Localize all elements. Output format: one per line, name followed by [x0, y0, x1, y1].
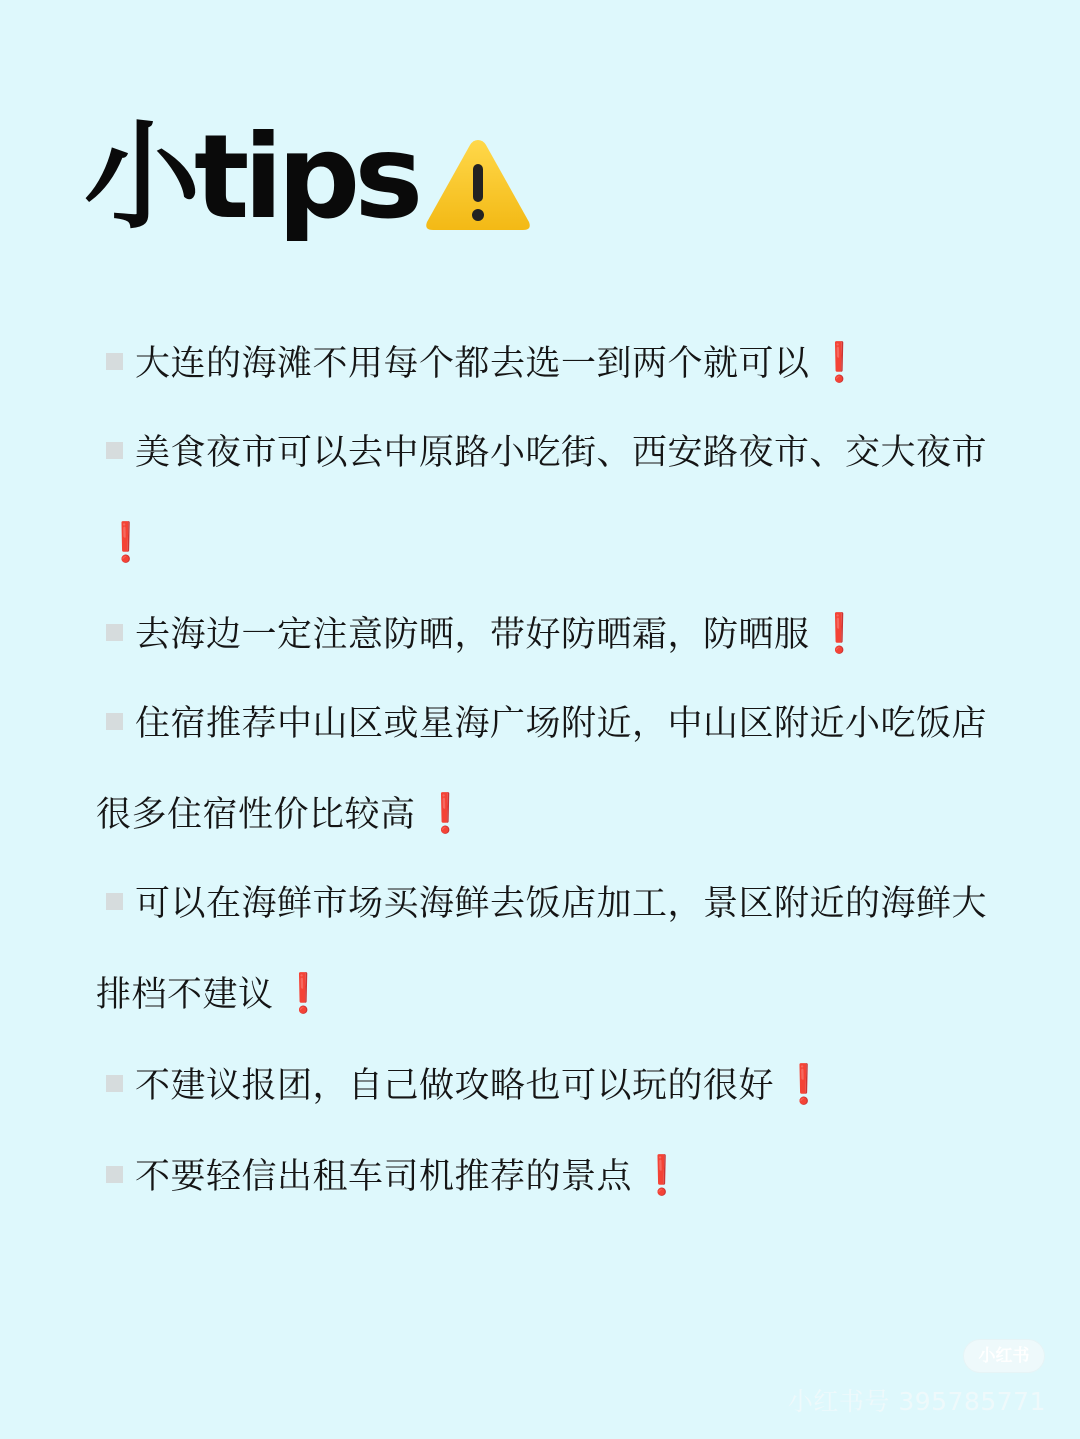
- page-title: [84, 108, 533, 248]
- title-text: 小tips: [84, 110, 418, 245]
- tip-text: 住宿推荐中山区或星海广场附近，中山区附近小吃饭店很多住宿性价比较高: [96, 704, 988, 835]
- tip-text: 大连的海滩不用每个都去选一到两个就可以: [135, 344, 810, 384]
- bullet-square-icon: [106, 713, 123, 730]
- list-item: [96, 680, 996, 860]
- list-item: [96, 860, 996, 1040]
- bullet-square-icon: [106, 893, 123, 910]
- exclamation-icon: ❗: [638, 1153, 686, 1197]
- bullet-square-icon: [106, 1075, 123, 1092]
- exclamation-icon: ❗: [421, 791, 470, 835]
- exclamation-icon: ❗: [102, 520, 150, 564]
- bullet-square-icon: [106, 1166, 123, 1183]
- tip-text: 去海边一定注意防晒，带好防晒霜，防晒服: [135, 615, 810, 655]
- list-item: [96, 589, 996, 680]
- exclamation-icon: ❗: [279, 971, 328, 1015]
- watermark-badge: 小红书: [964, 1340, 1044, 1372]
- exclamation-icon: ❗: [815, 611, 864, 655]
- exclamation-icon: ❗: [780, 1062, 828, 1106]
- bullet-square-icon: [106, 442, 123, 459]
- tip-text: 不要轻信出租车司机推荐的景点: [135, 1157, 633, 1197]
- tips-list: [96, 318, 996, 1222]
- tip-text: 不建议报团，自己做攻略也可以玩的很好: [135, 1066, 775, 1106]
- tip-text: 可以在海鲜市场买海鲜去饭店加工，景区附近的海鲜大排档不建议: [96, 884, 988, 1015]
- list-item: [96, 318, 996, 409]
- tip-text: 美食夜市可以去中原路小吃街、西安路夜市、交大夜市: [135, 433, 988, 473]
- list-item: [96, 1131, 996, 1222]
- bullet-square-icon: [106, 624, 123, 641]
- list-item: [96, 409, 996, 589]
- exclamation-icon: ❗: [815, 340, 864, 384]
- warning-icon: [423, 134, 533, 234]
- watermark-id: 小红书号 395785771: [787, 1387, 1046, 1416]
- bullet-square-icon: [106, 353, 123, 370]
- list-item: [96, 1040, 996, 1131]
